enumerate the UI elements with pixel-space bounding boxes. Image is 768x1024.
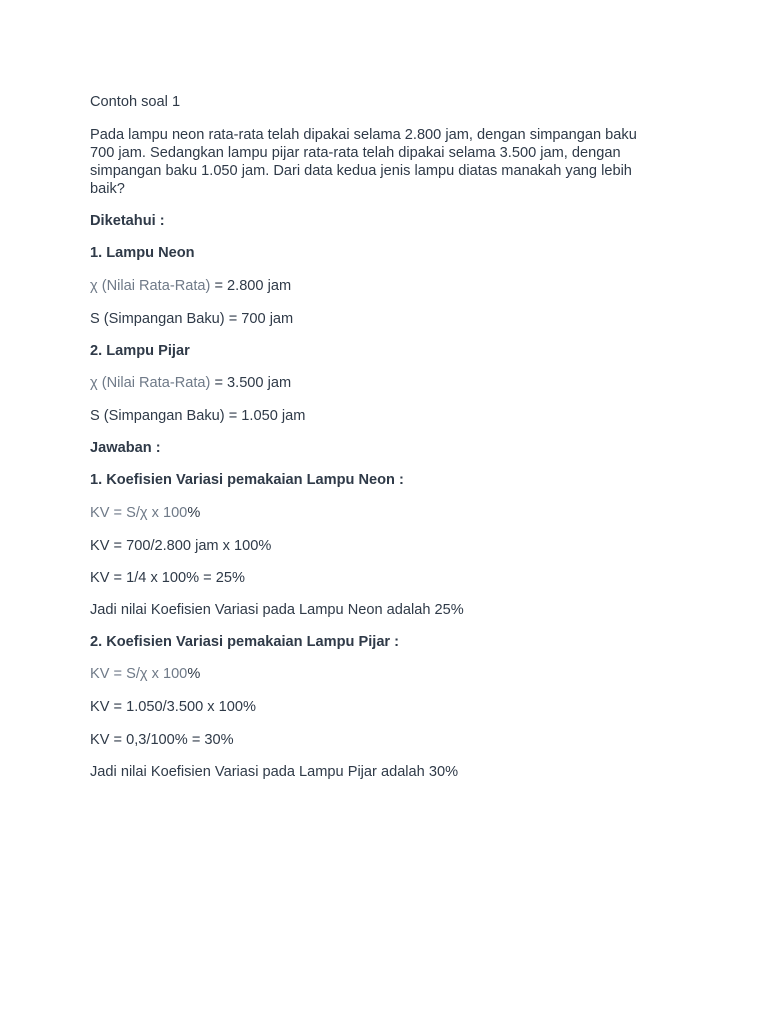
known-neon-heading: 1. Lampu Neon [90, 245, 195, 261]
answer-neon-conclusion: Jadi nilai Koefisien Variasi pada Lampu Neon adalah 25% [90, 602, 464, 618]
question-paragraph [90, 126, 680, 198]
formula-text: KV = S/χ x 100 [90, 505, 188, 521]
mean-value: = 2.800 jam [210, 278, 292, 294]
known-pijar-sd: S (Simpangan Baku) = 1.050 jam [90, 408, 306, 424]
mean-label: χ (Nilai Rata-Rata) [90, 278, 211, 294]
question-line: 700 jam. Sedangkan lampu pijar rata-rata telah dipakai selama 3.500 jam, dengan [90, 145, 621, 161]
answer-neon-heading: 1. Koefisien Variasi pemakaian Lampu Neon : [90, 472, 404, 488]
answer-pijar-formula [90, 665, 200, 683]
answer-neon-step1: KV = 700/2.800 jam x 100% [90, 538, 272, 554]
formula-percent: % [187, 505, 201, 521]
answer-pijar-conclusion: Jadi nilai Koefisien Variasi pada Lampu Pijar adalah 30% [90, 764, 459, 780]
mean-value: = 3.500 jam [210, 375, 292, 391]
known-heading: Diketahui : [90, 213, 165, 229]
answer-neon-formula [90, 504, 200, 522]
question-line: simpangan baku 1.050 jam. Dari data kedua jenis lampu diatas manakah yang lebih [90, 163, 632, 179]
known-neon-mean [90, 277, 291, 295]
mean-label: χ (Nilai Rata-Rata) [90, 375, 211, 391]
question-line: baik? [90, 181, 125, 197]
known-pijar-mean [90, 374, 291, 392]
formula-percent: % [187, 666, 201, 682]
question-line: Pada lampu neon rata-rata telah dipakai selama 2.800 jam, dengan simpangan baku [90, 127, 637, 143]
answer-pijar-step1: KV = 1.050/3.500 x 100% [90, 699, 256, 715]
answer-neon-step2: KV = 1/4 x 100% = 25% [90, 570, 245, 586]
known-neon-sd: S (Simpangan Baku) = 700 jam [90, 311, 294, 327]
answer-pijar-step2: KV = 0,3/100% = 30% [90, 732, 234, 748]
doc-title: Contoh soal 1 [90, 94, 181, 110]
answer-heading: Jawaban : [90, 440, 161, 456]
formula-text: KV = S/χ x 100 [90, 666, 188, 682]
answer-pijar-heading: 2. Koefisien Variasi pemakaian Lampu Pijar : [90, 634, 400, 650]
known-pijar-heading: 2. Lampu Pijar [90, 343, 190, 359]
